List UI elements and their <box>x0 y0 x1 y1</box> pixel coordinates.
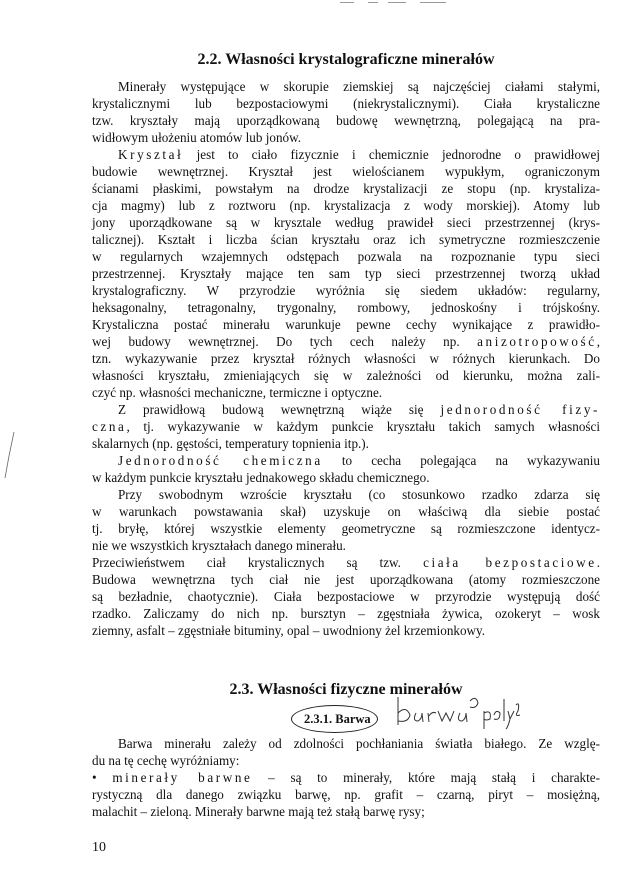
text-segment: heksagonalny, tetragonalny, trygonalny, rombowy, jednoskośny i trójskośny. <box>92 300 600 315</box>
text-line <box>92 78 600 95</box>
section-2-2-body <box>92 78 600 639</box>
emphasized-term: czna <box>92 419 127 434</box>
text-segment: tj. bryłę, której wszystkie elementy geometryczne są rozmieszczone identycz- <box>92 521 600 536</box>
text-segment: du na tę cechę wyróżniamy: <box>92 753 240 768</box>
text-segment: cja magmy) lub z roztworu (np. krystalizacja z wody morskiej). Atomy lub <box>92 198 600 213</box>
text-line <box>92 384 600 401</box>
text-line <box>92 554 600 571</box>
text-line <box>92 803 600 820</box>
text-line <box>92 248 600 265</box>
text-segment: , <box>596 334 600 349</box>
text-line <box>92 112 600 129</box>
text-segment: , tj. wykazywanie w każdym punkcie kryształu takich samych własności <box>126 419 600 434</box>
text-line <box>92 769 600 786</box>
text-segment: to cecha polegająca na wykazywaniu <box>322 453 600 468</box>
section-2-3-body <box>92 735 600 820</box>
text-line <box>92 367 600 384</box>
text-line <box>92 735 600 752</box>
text-segment: Przy swobodnym wzroście kryształu (co stosunkowo rzadko zdarza się <box>118 487 600 502</box>
scan-artifact-marks <box>340 2 450 6</box>
text-line <box>92 299 600 316</box>
text-line <box>92 180 600 197</box>
text-segment: talicznej). Kształt i liczba ścian kryształu oraz ich symetryczne rozmieszczenie <box>92 232 600 247</box>
text-line <box>92 418 600 435</box>
margin-pencil-mark <box>2 430 16 480</box>
text-line <box>92 401 600 418</box>
text-line <box>92 571 600 588</box>
text-segment: Krystaliczna postać minerału warunkuje pewne cechy wynikające z prawidło- <box>92 317 600 332</box>
paragraph <box>92 735 600 769</box>
text-segment: Budowa wewnętrzna tych ciał nie jest uporządkowana (atomy rozmieszczone <box>92 572 600 587</box>
text-line <box>92 282 600 299</box>
text-line <box>92 197 600 214</box>
emphasized-term: anizotropowość <box>477 334 597 349</box>
text-segment: rzadko. Zaliczamy do nich np. bursztyn – zgęstniała żywica, ozokeryt – wosk <box>92 606 600 621</box>
text-segment: nie we wszystkich kryształach danego minerału. <box>92 538 346 553</box>
emphasized-term: ciała bezpostaciowe <box>423 555 597 570</box>
text-segment: w każdym punkcie kryształu jednakowego składu chemicznego. <box>92 470 430 485</box>
text-segment: Przeciwieństwem ciał krystalicznych są tzw. <box>92 555 424 570</box>
text-line <box>92 435 600 452</box>
paragraph <box>92 401 600 452</box>
text-line <box>92 163 600 180</box>
text-segment: są bezładnie, chaotycznie). Ciała bezpostaciowe w przyrodzie występują dość <box>92 589 600 604</box>
text-segment: Barwa minerału zależy od zdolności pochłaniania światła białego. Ze wzglę- <box>118 736 600 751</box>
subsection-heading <box>92 705 600 735</box>
text-line <box>92 95 600 112</box>
text-segment: widłowym ułożeniu atomów lub jonów. <box>92 130 302 145</box>
emphasized-term: minerały barwne <box>112 770 253 785</box>
text-segment: czyć np. własności mechaniczne, termiczne i optyczne. <box>92 385 383 400</box>
text-segment: . <box>596 555 600 570</box>
text-segment: wej budowy wewnętrznej. Do tych cech należy np. <box>92 334 478 349</box>
paragraph <box>92 146 600 401</box>
emphasized-term: Jednorodność chemiczna <box>118 453 323 468</box>
text-line <box>92 333 600 350</box>
text-line <box>92 588 600 605</box>
text-line <box>92 486 600 503</box>
text-segment: budowie wewnętrznej. Kryształ jest wielościanem wypukłym, ograniczonym <box>92 164 600 179</box>
text-segment: rystyczną dla danego związku barwę, np. grafit – czarną, piryt – mosiężną, <box>92 787 600 802</box>
emphasized-term: jednorodność fizy- <box>440 402 600 417</box>
text-segment: w regularnych wzajemnych odstępach pozwala na rozpoznanie typu sieci <box>92 249 600 264</box>
text-segment: własności kryształu, zmieniających się w zależności od kierunku, można zali- <box>92 368 600 383</box>
text-line <box>92 316 600 333</box>
text-line <box>92 786 600 803</box>
paragraph <box>92 486 600 554</box>
text-line <box>92 452 600 469</box>
text-segment: Minerały występujące w skorupie ziemskiej są najczęściej ciałami stałymi, <box>118 79 600 94</box>
paragraph <box>92 769 600 820</box>
text-line <box>92 231 600 248</box>
text-line <box>92 752 600 769</box>
text-segment: krystalograficzny. W przyrodzie wyróżnia się siedem układów: regularny, <box>92 283 600 298</box>
text-segment: skalarnych (np. gęstości, temperatury topnienia itp.). <box>92 436 369 451</box>
text-segment: tzn. wykazywanie przez kryształ różnych własności w różnych kierunkach. Do <box>92 351 600 366</box>
text-segment: malachit – zieloną. Minerały barwne mają też stałą barwę rysy; <box>92 804 425 819</box>
text-line <box>92 214 600 231</box>
text-line <box>92 129 600 146</box>
text-line <box>92 350 600 367</box>
section-title-2-2: 2.2. Własności krystalograficzne minerałów <box>197 51 495 68</box>
text-segment: jony uporządkowane są w krysztale według prawideł sieci przestrzennej (krys- <box>92 215 600 230</box>
paragraph <box>92 452 600 486</box>
section-title-2-3: 2.3. Własności fizyczne minerałów <box>229 681 463 698</box>
text-segment: jest to ciało fizycznie i chemicznie jednorodne o prawidłowej <box>183 147 600 162</box>
text-segment: ziemny, asfalt – zgęstniałe bituminy, opal – uwodniony żel krzemionkowy. <box>92 623 486 638</box>
text-line <box>92 622 600 639</box>
page-number: 10 <box>92 840 106 855</box>
text-line <box>92 469 600 486</box>
text-line <box>92 537 600 554</box>
subsection-label: 2.3.1. Barwa <box>304 712 371 726</box>
text-segment: tzw. kryształy mają uporządkowaną budowę wewnętrzną, polegającą na pra- <box>92 113 600 128</box>
text-line <box>92 520 600 537</box>
text-line <box>92 265 600 282</box>
text-segment: przestrzennej. Kryształy mające ten sam typ sieci przestrzennej tworzą układ <box>92 266 600 281</box>
text-segment: krystalicznymi lub bezpostaciowymi (niekrystalicznymi). Ciała krystaliczne <box>92 96 600 111</box>
paragraph <box>92 78 600 146</box>
text-line <box>92 605 600 622</box>
text-segment: • <box>92 770 113 785</box>
text-line <box>92 146 600 163</box>
emphasized-term: Kryształ <box>118 147 184 162</box>
text-segment: – są to minerały, które mają stałą i charakte- <box>252 770 600 785</box>
handwritten-note <box>392 691 522 735</box>
text-line <box>92 503 600 520</box>
text-segment: w warunkach powstawania skał) uzyskuje on właściwą dla siebie postać <box>92 504 600 519</box>
text-segment: ścianami płaskimi, powstałym na drodze krystalizacji ze stopu (np. krystaliza- <box>92 181 600 196</box>
text-segment: Z prawidłową budową wewnętrzną wiąże się <box>118 402 441 417</box>
paragraph <box>92 554 600 639</box>
